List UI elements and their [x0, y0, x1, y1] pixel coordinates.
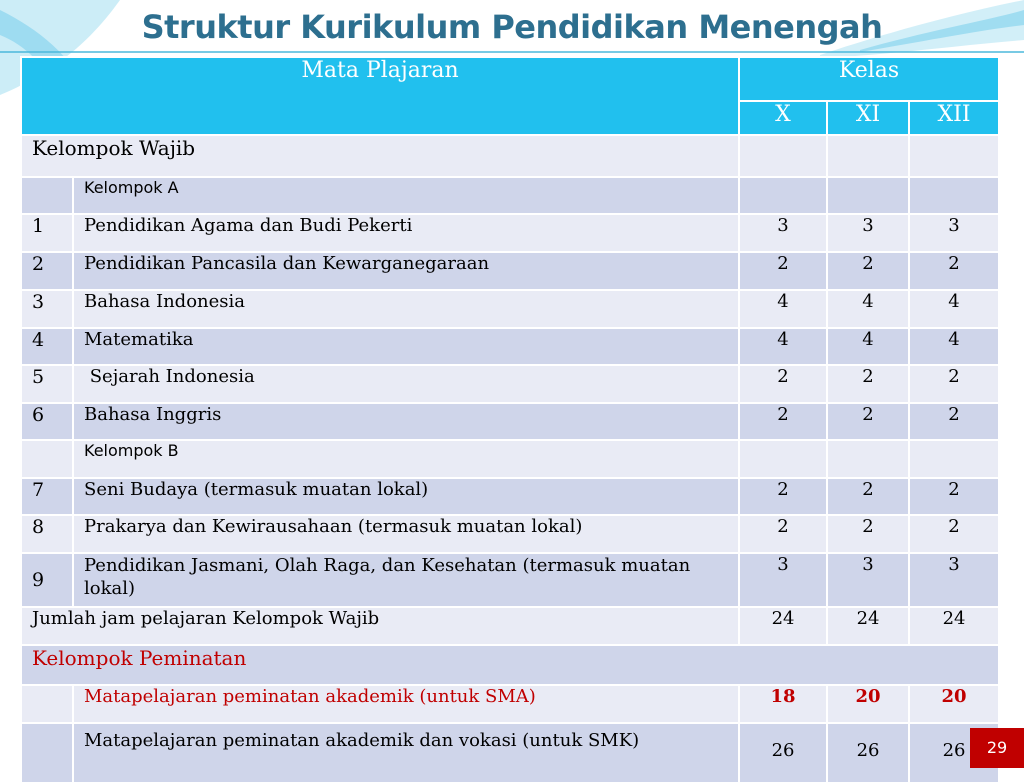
subject-name: Matematika [73, 328, 739, 365]
page-number-badge: 29 [970, 728, 1024, 768]
table-row: Matapelajaran peminatan akademik (untuk SMA) 18 20 20 [21, 685, 999, 723]
total-row: Jumlah jam pelajaran Kelompok Wajib 24 24 24 [21, 607, 999, 645]
subject-name: Matapelajaran peminatan akademik dan vokasi (untuk SMK) [73, 723, 739, 783]
header-class-x: X [739, 101, 827, 135]
table-row: 1 Pendidikan Agama dan Budi Pekerti 3 3 3 [21, 214, 999, 252]
table-row: 4 Matematika 4 4 4 [21, 328, 999, 365]
subject-name: Bahasa Indonesia [73, 290, 739, 328]
group-peminatan-label: Kelompok Peminatan [21, 645, 999, 685]
table-row: 7 Seni Budaya (termasuk muatan lokal) 2 2 2 [21, 478, 999, 515]
table-row: 2 Pendidikan Pancasila dan Kewarganegaraan 2 2 2 [21, 252, 999, 290]
group-a-label: Kelompok A [73, 177, 739, 214]
subject-name: Matapelajaran peminatan akademik (untuk SMA) [73, 685, 739, 723]
subject-name: Seni Budaya (termasuk muatan lokal) [73, 478, 739, 515]
table-row: 8 Prakarya dan Kewirausahaan (termasuk muatan lokal) 2 2 2 [21, 515, 999, 553]
table-row: 9 Pendidikan Jasmani, Olah Raga, dan Kesehatan (termasuk muatan lokal) 3 3 3 [21, 553, 999, 607]
group-b-label: Kelompok B [73, 440, 739, 478]
header-class-xi: XI [827, 101, 909, 135]
subject-name: Pendidikan Pancasila dan Kewarganegaraan [73, 252, 739, 290]
header-subject: Mata Plajaran [21, 57, 739, 135]
group-wajib-label: Kelompok Wajib [21, 135, 739, 177]
subject-name: Prakarya dan Kewirausahaan (termasuk muatan lokal) [73, 515, 739, 553]
header-class-xii: XII [909, 101, 999, 135]
total-label: Jumlah jam pelajaran Kelompok Wajib [21, 607, 739, 645]
subject-name: Sejarah Indonesia [73, 365, 739, 403]
subject-name: Pendidikan Jasmani, Olah Raga, dan Kesehatan (termasuk muatan lokal) [73, 553, 739, 607]
table-row: 5 Sejarah Indonesia 2 2 2 [21, 365, 999, 403]
table-row: 3 Bahasa Indonesia 4 4 4 [21, 290, 999, 328]
table-row: Matapelajaran peminatan akademik dan vokasi (untuk SMK) 26 26 26 [21, 723, 999, 783]
subject-name: Bahasa Inggris [73, 403, 739, 440]
header-kelas: Kelas [739, 57, 999, 101]
curriculum-table [20, 56, 1000, 784]
subject-name: Pendidikan Agama dan Budi Pekerti [73, 214, 739, 252]
page-title: Struktur Kurikulum Pendidikan Menengah [141, 8, 883, 46]
table-row: 6 Bahasa Inggris 2 2 2 [21, 403, 999, 440]
